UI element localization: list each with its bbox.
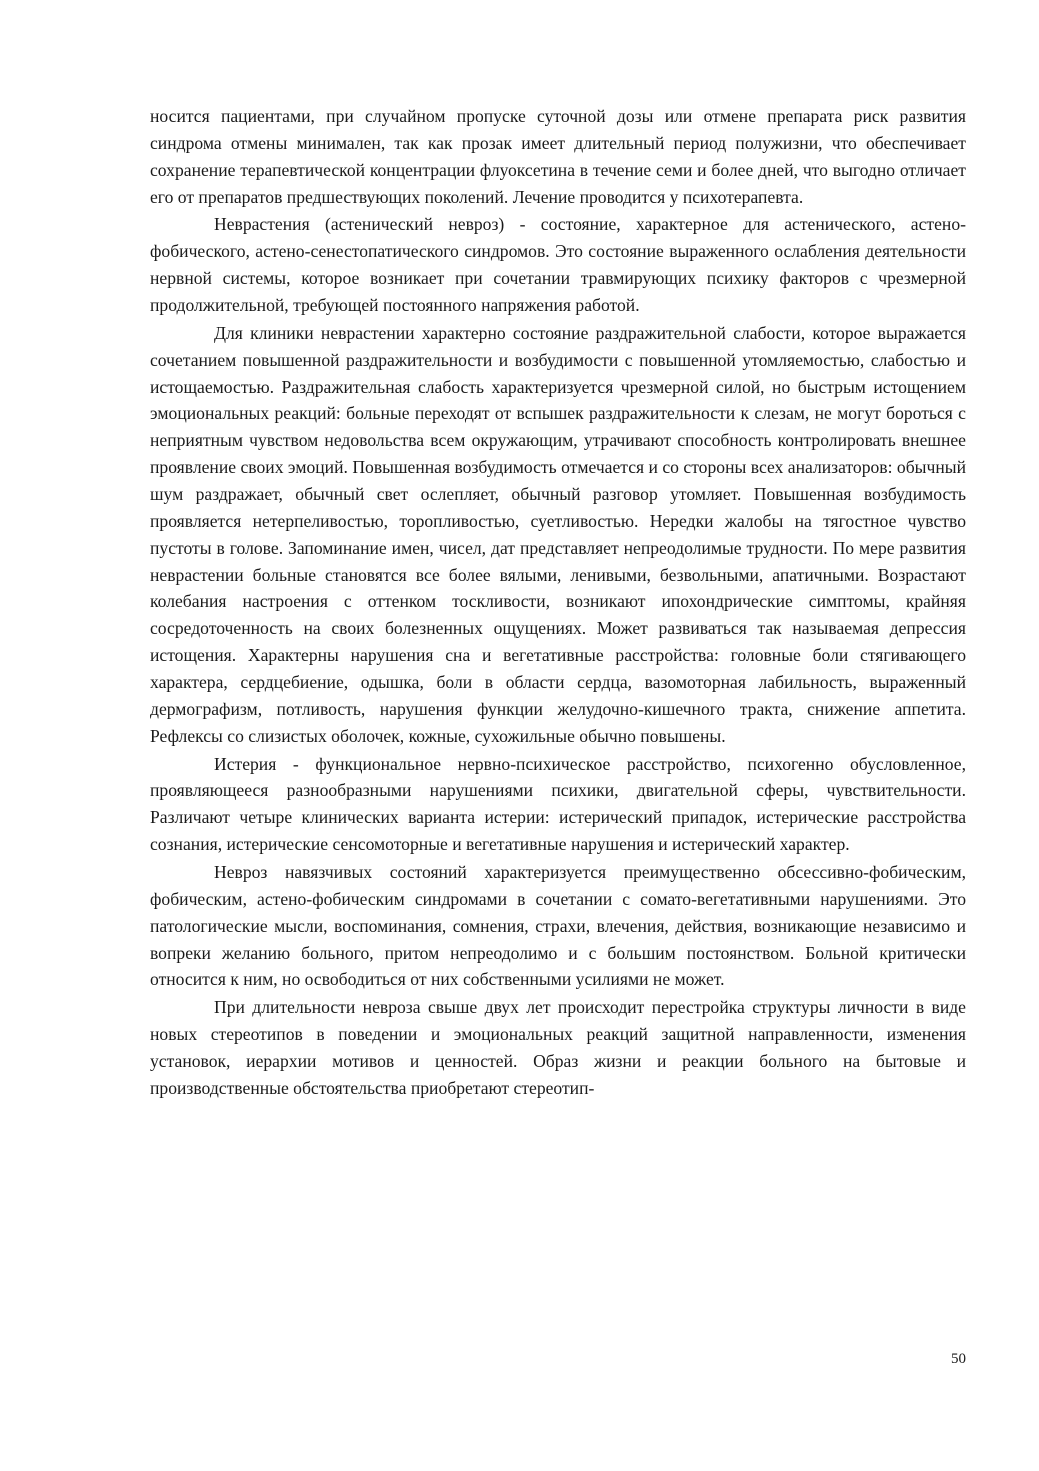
paragraph-neurasthenia-definition: Неврастения (астенический невроз) - состояние, характерное для астенического, астено-фобического, астено-сенестопатического синдромов. Это состояние выраженного ослабления деятельности нервной системы, которое возникает при сочетании травмирующих психику факторов с чрезмерной продолжительной, требующей постоянного напряжения работой. (150, 214, 966, 315)
body-text (150, 103, 966, 1103)
paragraph-continuation-prozac: носится пациентами, при случайном пропуске суточной дозы или отмене препарата риск развития синдрома отмены минимален, так как прозак имеет длительный период полужизни, что обеспечивает сохранение терапевтической концентрации флуоксетина в течение семи и более дней, что выгодно отличает его от препаратов предшествующих поколений. Лечение проводится у психотерапевта. (150, 106, 966, 207)
paragraph-obsessive-neurosis: Невроз навязчивых состояний характеризуется преимущественно обсессивно-фобическим, фобическим, астено-фобическим синдромами в сочетании с сомато-вегетативными нарушениями. Это патологические мысли, воспоминания, сомнения, страхи, влечения, действия, возникающие независимо и вопреки желанию больного, притом непреодолимо и с большим постоянством. Больной критически относится к ним, но освободиться от них собственными усилиями не может. (150, 862, 966, 990)
page-number: 50 (951, 1351, 966, 1367)
paragraph-long-term-neurosis: При длительности невроза свыше двух лет происходит перестройка структуры личности в виде новых стереотипов в поведении и эмоциональных реакций защитной направленности, изменения установок, иерархии мотивов и ценностей. Образ жизни и реакции больного на бытовые и производственные обстоятельства приобретают стереотип- (150, 997, 966, 1098)
paragraph-neurasthenia-clinic: Для клиники неврастении характерно состояние раздражительной слабости, которое выражается сочетанием повышенной раздражительности и возбудимости с повышенной утомляемостью, слабостью и истощаемостью. Раздражительная слабость характеризуется чрезмерной силой, но быстрым истощением эмоциональных реакций: больные переходят от вспышек раздражительности к слезам, не могут бороться с неприятным чувством недовольства всем окружающим, утрачивают способность контролировать внешнее проявление своих эмоций. Повышенная возбудимость отмечается и со стороны всех анализаторов: обычный шум раздражает, обычный свет ослепляет, обычный разговор утомляет. Повышенная возбудимость проявляется нетерпеливостью, торопливостью, суетливостью. Нередки жалобы на тягостное чувство пустоты в голове. Запоминание имен, чисел, дат представляет непреодолимые трудности. По мере развития неврастении больные становятся все более вялыми, ленивыми, безвольными, апатичными. Возрастают колебания настроения с оттенком тоскливости, возникают ипохондрические симптомы, крайняя сосредоточенность на своих болезненных ощущениях. Может развиваться так называемая депрессия истощения. Характерны нарушения сна и вегетативные расстройства: головные боли стягивающего характера, сердцебиение, одышка, боли в области сердца, вазомоторная лабильность, выраженный дермографизм, потливость, нарушения функции желудочно-кишечного тракта, снижение аппетита. Рефлексы со слизистых оболочек, кожные, сухожильные обычно повышены. (150, 322, 966, 746)
paragraph-hysteria: Истерия - функциональное нервно-психическое расстройство, психогенно обусловленное, проявляющееся разнообразными нарушениями психики, двигательной сферы, чувствительности. Различают четыре клинических варианта истерии: истерический припадок, истерические расстройства сознания, истерические сенсомоторные и вегетативные нарушения и истерический характер. (150, 753, 966, 855)
